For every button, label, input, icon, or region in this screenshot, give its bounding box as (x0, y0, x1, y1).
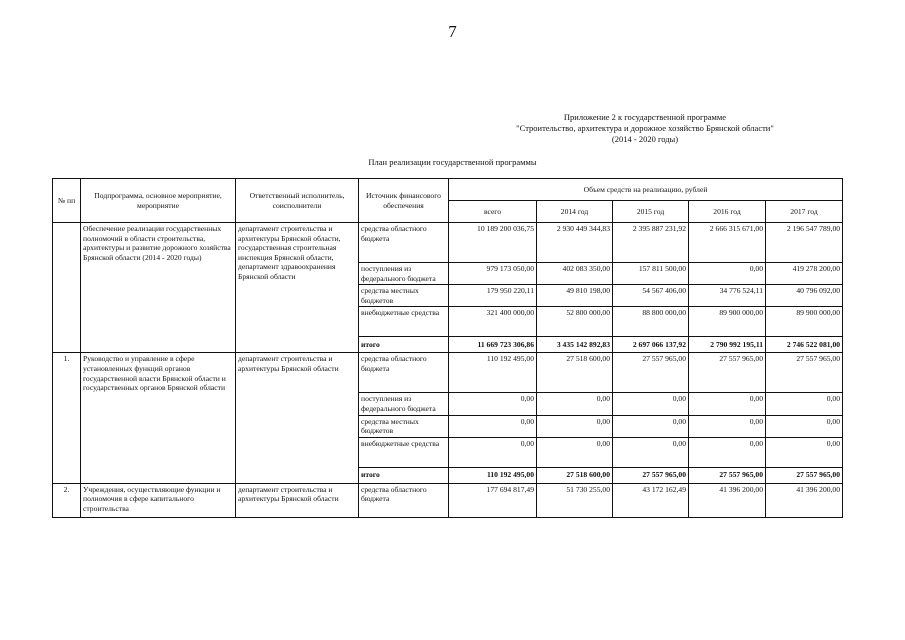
table-row (53, 353, 843, 393)
appendix-line-3: (2014 - 2020 годы) (611, 134, 679, 144)
amount-total: 0,00 (449, 393, 537, 415)
plan-table (52, 178, 843, 518)
amount-total: 979 173 050,00 (449, 263, 537, 285)
amount-total: 110 192 495,00 (449, 353, 537, 393)
amount-total: 0,00 (449, 437, 537, 467)
source-cell: средства местных бюджетов (359, 285, 449, 307)
amount-y2017: 0,00 (766, 437, 843, 467)
amount-y2015: 88 800 000,00 (613, 307, 689, 337)
executor-cell: департамент строительства и архитектуры Брянской области, государственная строительная инспекция Брянской области, департамент здравоохранения Брянской области (236, 223, 359, 353)
amount-y2014: 27 518 600,00 (537, 353, 613, 393)
table-row (53, 223, 843, 263)
source-cell: итого (359, 337, 449, 353)
source-cell: поступления из федерального бюджета (359, 393, 449, 415)
amount-y2014: 0,00 (537, 437, 613, 467)
row-number: 1. (53, 353, 81, 483)
row-number: 2. (53, 483, 81, 517)
amount-total: 179 950 220,11 (449, 285, 537, 307)
amount-y2016: 0,00 (689, 393, 766, 415)
amount-y2014: 49 810 198,00 (537, 285, 613, 307)
amount-y2016: 0,00 (689, 415, 766, 437)
amount-y2014: 52 800 000,00 (537, 307, 613, 337)
amount-total: 11 669 723 306,86 (449, 337, 537, 353)
source-cell: внебюджетные средства (359, 307, 449, 337)
amount-total: 177 694 817,49 (449, 483, 537, 517)
source-cell: средства областного бюджета (359, 223, 449, 263)
header-program: Подпрограмма, основное мероприятие, мероприятие (81, 179, 236, 223)
amount-y2017: 2 196 547 789,00 (766, 223, 843, 263)
amount-total: 321 400 000,00 (449, 307, 537, 337)
executor-cell: департамент строительства и архитектуры Брянской области (236, 353, 359, 483)
amount-y2017: 40 796 092,00 (766, 285, 843, 307)
amount-y2016: 0,00 (689, 437, 766, 467)
amount-y2015: 0,00 (613, 415, 689, 437)
amount-y2015: 54 567 406,00 (613, 285, 689, 307)
amount-y2017: 27 557 965,00 (766, 467, 843, 483)
header-2017: 2017 год (766, 201, 843, 223)
source-cell: средства местных бюджетов (359, 415, 449, 437)
amount-y2017: 2 746 522 081,00 (766, 337, 843, 353)
amount-y2015: 0,00 (613, 437, 689, 467)
header-2014: 2014 год (537, 201, 613, 223)
amount-y2017: 0,00 (766, 415, 843, 437)
amount-y2016: 89 900 000,00 (689, 307, 766, 337)
amount-y2015: 2 697 066 137,92 (613, 337, 689, 353)
source-cell: средства областного бюджета (359, 483, 449, 517)
source-cell: внебюджетные средства (359, 437, 449, 467)
amount-y2014: 0,00 (537, 393, 613, 415)
amount-y2017: 419 278 200,00 (766, 263, 843, 285)
amount-y2016: 2 790 992 195,11 (689, 337, 766, 353)
header-num: № пп (53, 179, 81, 223)
amount-y2016: 2 666 315 671,00 (689, 223, 766, 263)
amount-y2015: 2 395 887 231,92 (613, 223, 689, 263)
source-cell: средства областного бюджета (359, 353, 449, 393)
table-row (53, 483, 843, 517)
program-cell: Обеспечение реализации государственных полномочий в области строительства, архитектуры и развитие дорожного хозяйства Брянской области (2014 - 2020 годы) (81, 223, 236, 353)
amount-y2015: 27 557 965,00 (613, 353, 689, 393)
amount-total: 0,00 (449, 415, 537, 437)
amount-y2014: 51 730 255,00 (537, 483, 613, 517)
amount-y2015: 27 557 965,00 (613, 467, 689, 483)
amount-y2017: 0,00 (766, 393, 843, 415)
amount-y2016: 27 557 965,00 (689, 467, 766, 483)
page-number: 7 (448, 22, 457, 41)
amount-y2014: 2 930 449 344,83 (537, 223, 613, 263)
row-number (53, 223, 81, 353)
header-source: Источник финансового обеспечения (359, 179, 449, 223)
appendix-line-2: "Строительство, архитектура и дорожное хозяйство Брянской области" (516, 123, 774, 133)
appendix-note (470, 112, 820, 145)
executor-cell: департамент строительства и архитектуры Брянской области (236, 483, 359, 517)
amount-y2015: 0,00 (613, 393, 689, 415)
plan-title: План реализации государственной программы (368, 157, 537, 167)
amount-y2015: 43 172 162,49 (613, 483, 689, 517)
amount-y2016: 0,00 (689, 263, 766, 285)
program-cell: Учреждения, осуществляющие функции и полномочия в сфере капитального строительства (81, 483, 236, 517)
appendix-line-1: Приложение 2 к государственной программе (563, 112, 727, 122)
amount-total: 10 189 200 036,75 (449, 223, 537, 263)
amount-y2017: 89 900 000,00 (766, 307, 843, 337)
amount-y2014: 3 435 142 892,83 (537, 337, 613, 353)
amount-y2016: 34 776 524,11 (689, 285, 766, 307)
source-cell: поступления из федерального бюджета (359, 263, 449, 285)
amount-y2017: 41 396 200,00 (766, 483, 843, 517)
header-2015: 2015 год (613, 201, 689, 223)
amount-y2017: 27 557 965,00 (766, 353, 843, 393)
amount-y2016: 27 557 965,00 (689, 353, 766, 393)
program-cell: Руководство и управление в сфере установленных функций органов государственной власти Брянской области и государственных органов Брянской области (81, 353, 236, 483)
amount-y2015: 157 811 500,00 (613, 263, 689, 285)
header-executor: Ответственный исполнитель, соисполнители (236, 179, 359, 223)
header-total: всего (449, 201, 537, 223)
amount-y2016: 41 396 200,00 (689, 483, 766, 517)
header-volume: Объем средств на реализацию, рублей (449, 179, 843, 201)
header-2016: 2016 год (689, 201, 766, 223)
amount-y2014: 402 083 350,00 (537, 263, 613, 285)
amount-y2014: 0,00 (537, 415, 613, 437)
amount-y2014: 27 518 600,00 (537, 467, 613, 483)
source-cell: итого (359, 467, 449, 483)
amount-total: 110 192 495,00 (449, 467, 537, 483)
